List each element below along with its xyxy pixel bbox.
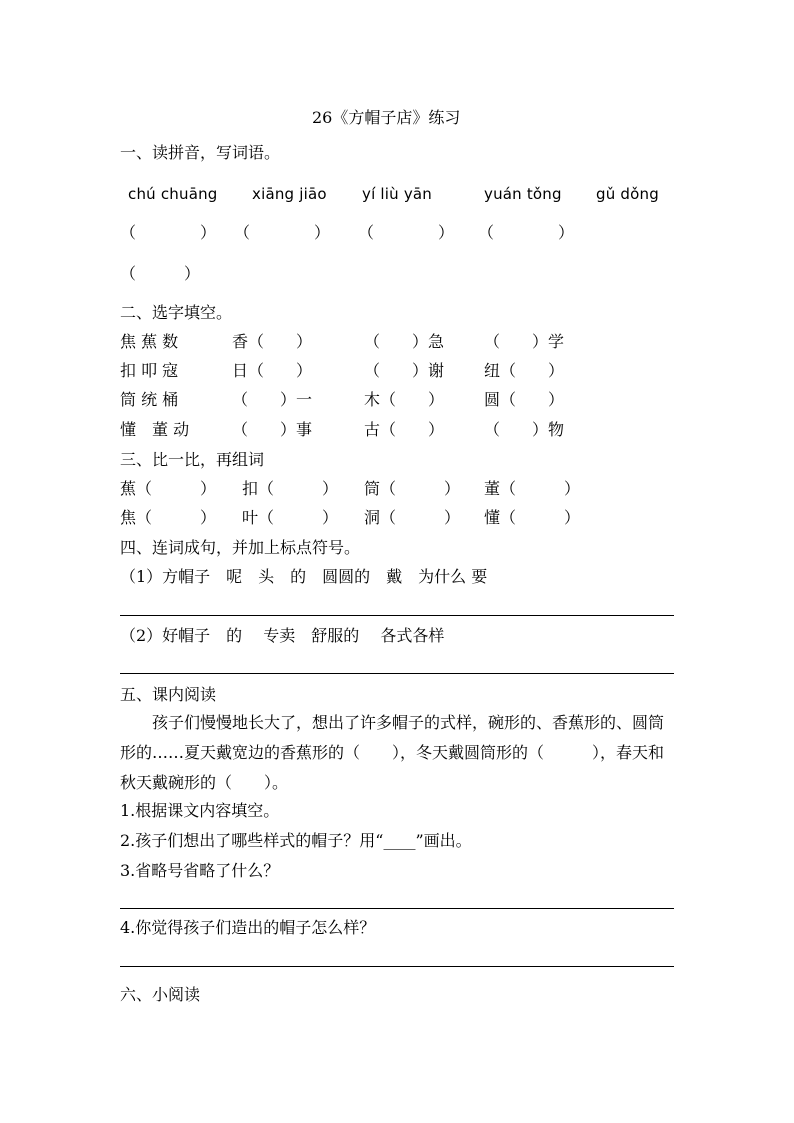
reading-passage: 孩子们慢慢地长大了，想出了许多帽子的式样，碗形的、香蕉形的、圆筒形的……夏天戴宽边的香蕉形的（ ），冬天戴圆筒形的（ ），春天和秋天戴碗形的（ ）。 [120,713,665,792]
answer-blank-5[interactable]: （ ） [120,264,201,283]
reading-question-4: 4.你觉得孩子们造出的帽子怎么样？ [120,918,376,937]
fill-blank[interactable]: 圆（ ） [484,390,565,409]
fill-blank[interactable]: （ ）急 [364,332,445,351]
compare-word[interactable]: 焦（ ） [120,508,217,527]
fill-blank[interactable]: （ ）事 [232,420,313,439]
answer-line[interactable] [120,908,674,909]
section-1-heading: 一、读拼音，写词语。 [120,143,281,162]
choice-chars: 懂 董 动 [120,420,190,439]
sentence-question-2: （2）好帽子 的 专卖 舒服的 各式各样 [120,626,445,645]
answer-blank-4[interactable]: （ ） [478,223,575,242]
compare-word[interactable]: 蕉（ ） [120,479,217,498]
answer-line[interactable] [120,966,674,967]
choice-chars: 焦 蕉 数 [120,332,179,351]
pinyin-3: yí liù yān [362,185,432,203]
section-6-heading: 六、小阅读 [120,985,201,1004]
compare-word[interactable]: 叶（ ） [242,508,339,527]
fill-blank[interactable]: （ ）学 [484,332,565,351]
pinyin-5: gǔ dǒng [596,185,659,203]
fill-blank[interactable]: （ ）谢 [364,361,445,380]
sentence-question-1: （1）方帽子 呢 头 的 圆圆的 戴 为什么 要 [120,567,488,586]
choice-chars: 筒 统 桶 [120,390,179,409]
choice-chars: 扣 叩 寇 [120,361,179,380]
compare-word[interactable]: 筒（ ） [364,479,461,498]
section-3-heading: 三、比一比，再组词 [120,450,265,469]
compare-word[interactable]: 扣（ ） [242,479,339,498]
fill-blank[interactable]: （ ）一 [232,390,313,409]
fill-blank[interactable]: 日（ ） [232,361,313,380]
compare-word[interactable]: 洞（ ） [364,508,461,527]
section-5-heading: 五、课内阅读 [120,685,217,704]
answer-blank-2[interactable]: （ ） [234,223,331,242]
pinyin-4: yuán tǒng [484,185,562,203]
reading-question-3: 3.省略号省略了什么？ [120,861,280,880]
answer-line[interactable] [120,615,674,616]
reading-question-2: 2.孩子们想出了哪些样式的帽子？用“____”画出。 [120,831,472,850]
reading-question-1: 1.根据课文内容填空。 [120,801,280,820]
compare-word[interactable]: 懂（ ） [484,508,581,527]
answer-blank-3[interactable]: （ ） [358,223,455,242]
fill-blank[interactable]: （ ）物 [484,420,565,439]
compare-word[interactable]: 董（ ） [484,479,581,498]
answer-blank-1[interactable]: （ ） [120,223,217,242]
section-4-heading: 四、连词成句，并加上标点符号。 [120,538,361,557]
answer-line[interactable] [120,673,674,674]
page-title: 26《方帽子店》练习 [312,108,461,127]
fill-blank[interactable]: 古（ ） [364,420,445,439]
fill-blank[interactable]: 木（ ） [364,390,445,409]
pinyin-2: xiāng jiāo [252,185,327,203]
pinyin-1: chú chuāng [128,185,218,203]
fill-blank[interactable]: 香（ ） [232,332,313,351]
section-2-heading: 二、选字填空。 [120,303,233,322]
fill-blank[interactable]: 纽（ ） [484,361,565,380]
